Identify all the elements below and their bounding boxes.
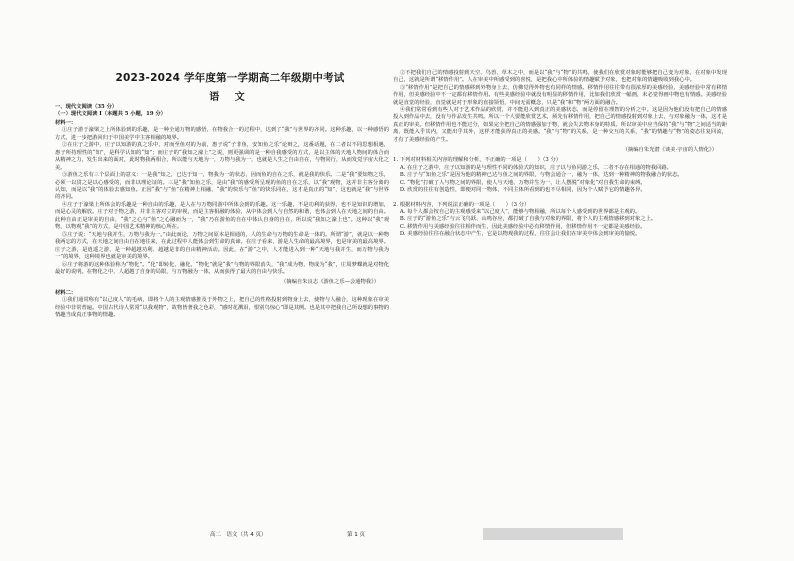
redaction-bar: [483, 528, 623, 540]
material2-label: 材料二：: [55, 289, 77, 296]
material2-source: （摘编自朱光潜《谈美·宇宙的人情化》）: [622, 147, 717, 154]
footer-left: 高二 语文（共 4 页）: [210, 532, 267, 538]
material1-para: ②在庄子之游中，庄子以知游的真之乐中，对而至鱼对的为前，惠子说“子非鱼，安知鱼之乐”论辩之，这番话题，在二者以不同思想相遇，惠子所持理性的“知”，是科学认知的“知”；而庄子的“我知之濠上”之说，则更强调的是一种自我感受的方式，是以主体的天地人物间的体合而从精神之力，发生出来的面对，此时物我两相合，所以能与天地为一，万物与我为一，也就是人生之自由自在，与物同行，从而发觉宇宙大化之美。: [55, 142, 389, 171]
left-column: [55, 104, 389, 320]
subsection-title: （一）现代文阅读 I（本题共 5 小题，19 分）: [55, 111, 166, 118]
question-2-option: B. 庄子的“游鱼之乐”与云飞鸟跃、山鸣谷应，都打破了自我与对象的界限，将个人的主观情感移到对象之上。: [399, 216, 657, 223]
page-number: 第 1 页: [347, 532, 365, 538]
material1-para: ①庄子游于濠梁之上所体验到的乐趣，是一种全通万物的感悟，在物我合一的过程中，达到了“我”与世界的齐同。这种乐趣，以一种感悟的方式，进一步把游回归于中国美学中主客相融的境界。: [55, 127, 389, 141]
material2-para: ②不把我们自己的情感投射到天空、鸟兽、草木之中，而是以“我”与“物”的共鸣，使我们在欣赏对象时能够把自己变为对象，在对象中发现自己，这就是所谓“移情作用”。人在审美中所感受到的喜悦，是把我心中所体验的情趣赋予对象，也把对象的情趣吸收到我心中。: [393, 70, 727, 84]
exam-title: 2023-2024 学年度第一学期高二年级期中考试: [115, 72, 345, 84]
question-1-option: A. 在庄子之游中，庄子以知游的是与理性不同的体验式的知识，庄子以与鱼同游之乐，二者不存在相通的物我回路。: [399, 164, 672, 171]
material1-source: （摘编自朱良志《游鱼之乐—会通物我》）: [281, 279, 379, 286]
question-2-option: D. 美感经验往往在融合状态中产生，它是以物观我的过程，往往会让我们在审美中体会到审美的愉悦。: [399, 231, 641, 238]
question-2-option: A. 每个人都会按自己的主观感受来“以己度人”，能够与物相融，所以每个人感受到的世界都是主观的。: [399, 208, 641, 215]
material1-para: ④庄子于濠梁上所体会的乐趣是一种自由的乐趣，是人在与万物同游中所体会到的乐趣。这一乐趣，不是功利的获得，也不是知识的增加，而是心灵的解放。庄子对于物之游，并非主客对立的审视，而是主客相融的体验，从中体会到人与自然的和谐，也体会到人在天地之间的自由。此种自由正是审美的自由，“我”之心与“鱼”之心融而为一，“我”乃在游鱼的自在中体认自身的自在，所以说“我知之濠上也”。这种以“我”观物，以物观“我”的方式，是中国艺术精神的核心所在。: [55, 201, 389, 231]
material2-para: ③“移情作用”是把自己的情感移到外物身上去，仿佛觉得外物也有同样的情感。移情作用往往带有很浓厚的美感经验，美感经验中常有移情作用，但美感经验中不一定都有移情作用。有些美感经验中就没有明显的移情作用，比如我们欣赏一幅画，未必觉得画中物也有情感。美感经验就是直觉的经验，直觉就是对于形象的直接领悟，中间无需概念，只是“我”和“物”两方面的融合。: [393, 84, 727, 106]
question-1-option: B. 庄子与“知鱼之乐”是因为他的精神已达与鱼之间的界限，与物会通合一，融为一体，达到一种精神的物我融合的状态。: [399, 172, 683, 179]
section-title: 一、现代文阅读（35 分）: [55, 104, 118, 110]
question-1-option: C. “物化”打破了人与物之间的界限，使人与天地、万物并生为一，让人摆脱“对象化”对自我生命的束缚。: [399, 179, 646, 186]
question-1-option: D. 欣赏的往往有创造性，即便对同一物体，不同主体所看到的也不尽相同，因为个人赋予它的情趣各异。: [399, 187, 646, 194]
material2-para: ①我们通常称有“以己度人”的毛病，即将个人的主观情感推及于外物之上，把自己的性格投射到物身上去，使物与人融合，这种现象在审美经验中非常普遍。中国古代诗人常常“以我观物”，故物皆著我之色彩，“感时花溅泪，恨别鸟惊心”即是其例。也是其中把我自己所设想的事物的情趣当成真正事物的情趣。: [55, 297, 389, 319]
subject-title: 语 文: [209, 92, 251, 103]
material1-label: 材料一：: [55, 119, 77, 126]
material1-para: ⑤庄子说：“天地与我并生，万物与我为一。”由此而论，万物之间原本是相通的，人的生命与万物的生命是一体的。所谓“游”，就是以一种物我两忘的方式，在天地之间自由自在地往来，在此过程中人能体会到生命的真谛。在庄子看来，游是人生命的最高境界，也是审美的最高境界。庄子之游，是逍遥之游，是一种超越功利、超越是非的自由精神活动。因此，在“游”之中，人才能进入到一种“天地与我并生，而万物与我为一”的境界，这种境界也就是审美的境界。: [55, 231, 389, 261]
material2-para: ④我们常常看到有些人对于艺术作品的欣赏，并不能进入到真正的美感状态，而是停留在理智的分析之中。这是因为他们没有把自己的情感投入到作品中去，没有与作品发生共鸣。所以一个人要能欣赏艺术，须先有移情作用，把自己的情感投射到对象上去，与对象融为一体，这才是真正的审美。但移情作用也不能过分，如果完全把自己的情感强加于物，就会失去物本身的特质。所以审美中应当保持“我”与“物”之间适当的距离，既能入乎其内，又能出乎其外，这样才能获得真正的美感。“我”与“物”的关系，是一种交互的关系，“我”的情趣与“物”的姿态往复回流，才有了美感经验的产生。: [393, 107, 727, 143]
material1-para: ③游鱼之乐有三个层面上的意义：一是我”知之，已达于知一，物我为一的状态，因而鱼的自在之乐，就是我的快乐。二是“我”要知物之乐，必须一以贯之是以心感受的，而非以理论证的。三是“我”知鱼之乐，是由“我”的感受所呈现的鱼的自在之乐，以“我”观物，这并非主客分离的认知，而是以“我”的体验去感知鱼。正因“我”与“鱼”在精神上相融，“我”的快乐与“鱼”的快乐同在，这才是真正的“知”，这也就是“我”与世界的齐同。: [55, 172, 389, 201]
question-1: 1. 下列对材料相关内容的理解和分析，不正确的一项是（ ）（3 分）: [393, 157, 562, 164]
right-column: [393, 70, 727, 239]
material1-para: ⑥庄子将游的这种体验称为“物化”。“化”即转化、融化，“物化”就是“我”与物的界限消失，“我”成为物，物成为“我”，庄周梦蝶就是对物化最好的说明。在物化之中，人超越了自身的局限，与万物融为一体，从而获得了最大的自由与快乐。: [55, 261, 389, 275]
question-2: 2. 根据材料内容，下列说法正确的一项是（ ）（3 分）: [393, 201, 530, 208]
question-2-option: C. 移情作用与美感经验往往相伴而生，因此美感经验中必有移情作用，但移情作用不一定都是美感经验。: [399, 223, 646, 230]
